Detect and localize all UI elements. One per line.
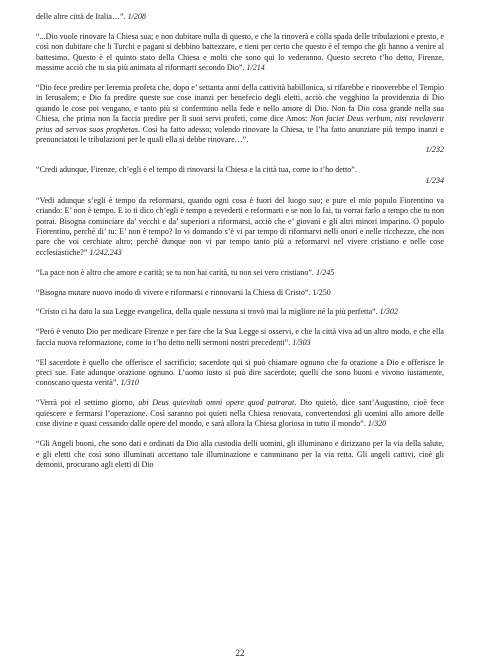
quote-paragraph [36, 83, 444, 156]
quote-paragraph [36, 196, 444, 258]
paragraph-text: “Verrà poi el settimo giorno, [36, 398, 139, 408]
quote-paragraph [36, 268, 444, 278]
paragraph-text: “Dio fece predire per Ieremia profeta che, dopo e’ settanta anni della cattività babillonica, si rifarebbe e rinoverebbe el Tempio in Ierusalem; e Dio fa predire queste sue cose inanzi per benefecio degli eletti, acciò che vegghino la providenzia di Dio quando le cose poi vengano, e tanto più si confermino nella fede e nello amore di Dio. Non fa Dio cosa grande nella sua Chiesa, che prima non la faccia predire per li suoi servi profeti, come dice Amos: [36, 83, 444, 124]
document-body [36, 12, 444, 470]
citation-ref: 1/232 [425, 145, 444, 155]
citation-ref: 1/320 [367, 419, 387, 429]
paragraph-text: delle altre città de Italia…”. [36, 12, 128, 21]
quote-paragraph [36, 327, 444, 348]
quote-paragraph [36, 165, 444, 186]
paragraph-text: “La pace non è altro che amore e carità; se tu non hai carità, tu non sei vero cristiano”. [36, 267, 316, 277]
quote-paragraph [36, 288, 444, 298]
quote-paragraph [36, 398, 444, 429]
citation-ref: 1/208 [127, 12, 146, 21]
citation-ref: 1/214 [246, 63, 265, 73]
quote-paragraph [36, 307, 444, 317]
citation-ref: 1/303 [292, 337, 311, 347]
page-number: 22 [235, 648, 245, 658]
citation-ref: 1/242.243 [89, 247, 122, 257]
quote-paragraph [36, 439, 444, 470]
paragraph-text: “Però è venuto Dio per medicare Firenze e per fare che la Sua Legge si osservi, e che la città viva ad un altro modo, e che ella faccia nuova reformazione, come io t’ho detto nelli sermoni nostri precedenti”. [36, 327, 444, 347]
paragraph-text: “Cristo ci ha dato la sua Legge evangelica, della quale nessuna si trovò mai la migliore né la più perfetta”. [36, 307, 380, 317]
paragraph-text: “Bisogna mutare nuovo modo di vivere e riformarsi e rinnovarsi la Chiesa di Cristo”. [36, 287, 313, 297]
paragraph-text: . Così ha fatto adesso; volendo rinovare la Chiesa, te l’ha fatto anunziare più tempo inanzi e prenunciatoti le tribulazioni per le quali ella si debbe rinovare…”. [36, 124, 445, 145]
paragraph-text: “Vedi adunque s’egli è tempo da reformarsi, quando ogni cosa è fuori del luogo suo; e pure el mio populo Fiorentino va criando: E’ non è tempo. E io ti dico ch’egli è tempo a revederti e reformarti e se non lo fai, tu vorrai farlo a tempo che tu non potrai. Bisogna cominciare da’ vecchi e da’ superiori a riformarsi, acciò che e’ giovani e gli altri minori imparino. O populo Fiorentino, perché di’ tu: E’ non è tempo? Io vi domando s’è vi par tempo di riformarvi nelli onori e nelle ricchezze, che non pare che voi cerchiate altro; perché dunque non vi par tempo tanto più a reformarvi nel vivere cristiano e nelle cose ecclesiastiche?” [36, 195, 444, 257]
citation-ref: 1/234 [425, 175, 444, 185]
paragraph-text: “El sacerdote è quello che offerisce el sacrificio; sacerdote qui si può chiamare ognuno che fa orazione a Dio e offerisce le preci sue. Fate adunque orazione ognuno. L’uomo iusto si può dire sacerdote; quelli che sono buoni e vivono iustamente, conoscano questa verità”. [36, 357, 444, 388]
citation-ref: 1/302 [379, 307, 398, 317]
paragraph-text: “Credi adunque, Firenze, ch’egli è el tempo di rinovarsi la Chiesa e la città tua, come io t’ho detto”. [36, 165, 357, 175]
quote-paragraph [36, 12, 444, 22]
latin-quote: Non faciet Deus verbum, nisi revelaverit prius ad servos suos prophetas [36, 114, 444, 134]
citation-ref: 1/250 [312, 287, 331, 297]
paragraph-text: “Gli Angeli buoni, che sono dati e ordinati da Dio alla custodia delli uomini, gli illuminano e dirizzano per la via della salute, e gli eletti che così sono illuminati accettano tale illuminazione e camminano per la via retta. Gli angeli cattivi, cioè gli demonii, procurano agli eletti di Dio [36, 439, 444, 469]
citation-ref: 1/310 [120, 378, 139, 388]
quote-paragraph [36, 358, 444, 389]
paragraph-text: . Dio quietò, dice sant’Augustino, cioè fece quiescere e fermarsi l’operazione. Così saranno poi quieti nella Chiesa renovata, convertendosi gli uomini allo amore delle cose divine e quasi cessando dalle opere del mondo, e sarà allora la Chiesa gloriosa in tutto il mondo”. [36, 398, 444, 429]
quote-paragraph [36, 32, 444, 74]
latin-quote: ubi Deus quievitab omni opere quod patrarat [138, 398, 295, 408]
citation-ref: 1/245 [315, 267, 335, 277]
paragraph-text: “...Dio vuole rinovare la Chiesa sua; e non dubitare nulla di questo, e che la rinoverà e colla spada delle tribulazioni e presto, e così non dubitare che li Turchi e pagani si debbino battezzare, e tieni per certo che questo è el tempo che gli hanno a venire al battesimo. Questo è el quinto stato della Chiesa e molti che sono qui lo vederanno. Questo secreto t’ho detto, Firenze, massime acciò che tu sia più animata al riformarti secondo Dio”. [36, 31, 444, 73]
